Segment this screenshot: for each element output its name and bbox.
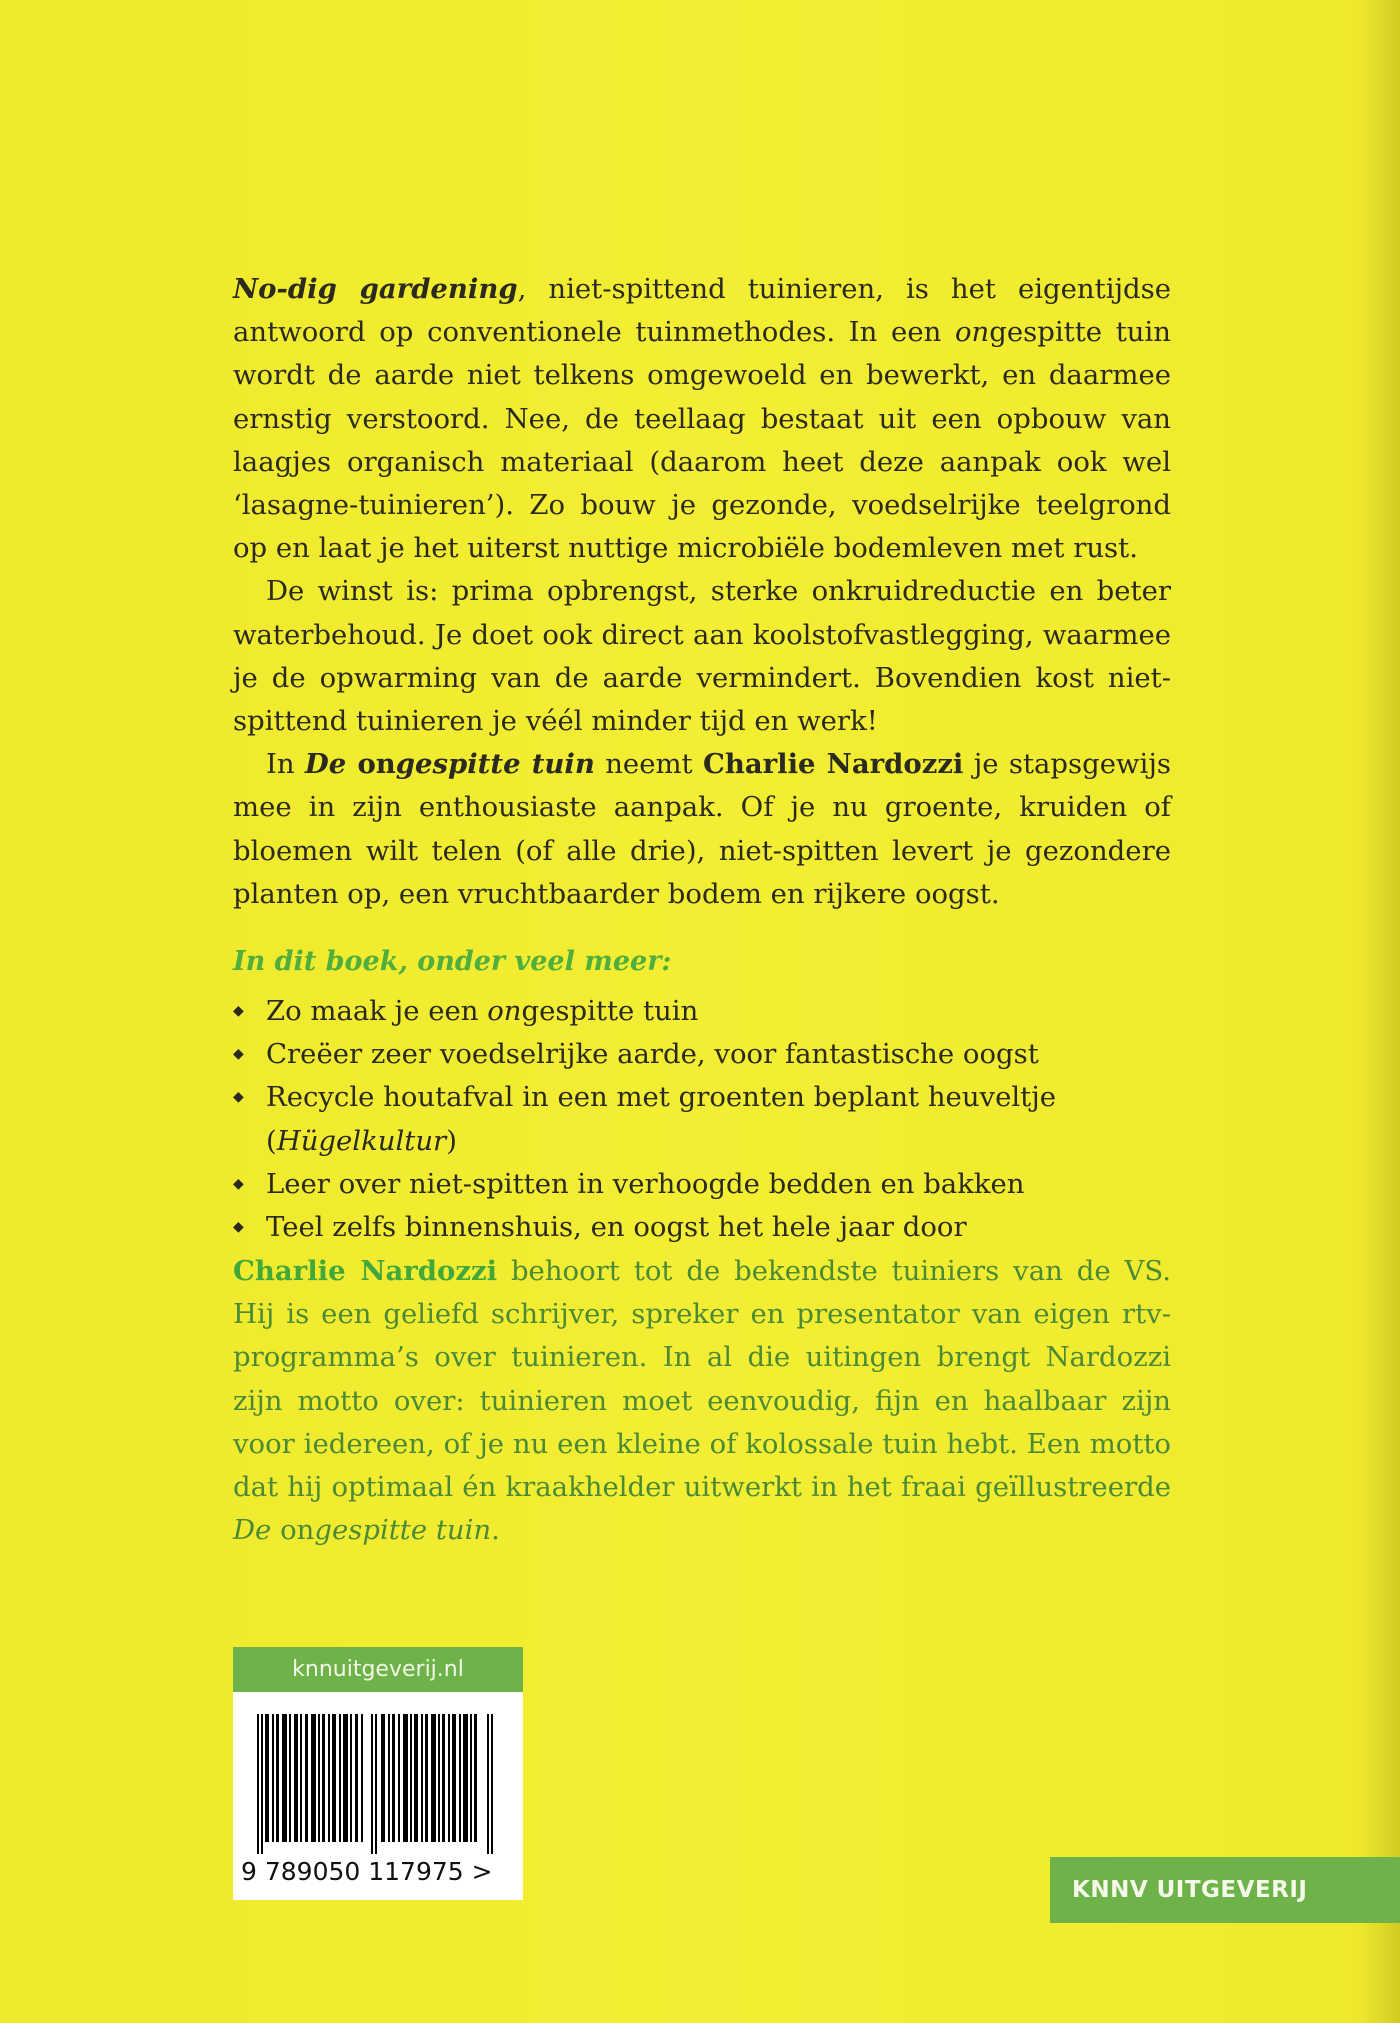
bio-book-title: De ongespitte tuin	[233, 1514, 492, 1547]
author-name-inline: Charlie Nardozzi	[702, 748, 964, 781]
blurb-paragraph-3: In De ongespitte tuin neemt Charlie Nardozzi je stapsgewijs mee in zijn enthousiaste aanpak. Of je nu groente, kruiden of bloemen wilt telen (of alle drie), niet-spitten levert je gezondere planten op, een vruchtbaarder bodem en rijkere oogst.	[233, 748, 1171, 910]
barcode-bars	[255, 1714, 503, 1854]
publisher-logo: KNNV UITGEVERIJ	[1050, 1857, 1400, 1923]
list-item: ◆ Leer over niet-spitten in verhoogde bedden en bakken	[233, 1163, 1173, 1206]
list-item: ◆ Teel zelfs binnenshuis, en oogst het hele jaar door	[233, 1206, 1173, 1249]
features-list	[233, 990, 1173, 1249]
bio-author-name: Charlie Nardozzi	[233, 1255, 498, 1287]
book-title-inline: De ongespitte tuin	[304, 748, 595, 781]
author-bio: Charlie Nardozzi behoort tot de bekendste tuiniers van de VS. Hij is een geliefd schrijver, spreker en presentator van eigen rtv-programma’s over tuinieren. In al die uitingen brengt Nardozzi zijn motto over: tuinieren moet eenvoudig, fijn en haalbaar zijn voor iedereen, of je nu een kleine of kolossale tuin hebt. Een motto dat hij optimaal én kraakhelder uitwerkt in het fraai geïllustreerde De ongespitte tuin.	[233, 1255, 1171, 1547]
publisher-url[interactable]: knnuitgeverij.nl	[233, 1647, 523, 1692]
isbn-barcode	[233, 1692, 523, 1900]
blurb-paragraph-1: No-dig gardening, niet-spittend tuinieren, is het eigentijdse antwoord op conventionele tuinmethodes. In een ongespitte tuin wordt de aarde niet telkens omgewoeld en bewerkt, en daarmee ernstig verstoord. Nee, de teellaag bestaat uit een opbouw van laagjes organisch materiaal (daarom heet deze aanpak ook wel ‘lasagne-tuinieren’). Zo bouw je gezonde, voedselrijke teelgrond op en laat je het uiterst nuttige microbiële bodemleven met rust.	[233, 273, 1172, 565]
blurb-text	[233, 268, 1171, 916]
bullet-icon: ◆	[233, 1219, 244, 1236]
isbn-number: 9 789050 117975 >	[241, 1857, 493, 1886]
bullet-icon: ◆	[233, 1046, 244, 1063]
list-item: ◆ Creëer zeer voedselrijke aarde, voor fantastische oogst	[233, 1033, 1173, 1076]
blurb-paragraph-2: De winst is: prima opbrengst, sterke onkruidreductie en beter waterbehoud. Je doet ook direct aan koolstofvastlegging, waarmee je de opwarming van de aarde vermindert. Bovendien kost niet-spittend tuinieren je véél minder tijd en werk!	[233, 575, 1171, 738]
list-item: ◆ Recycle houtafval in een met groenten beplant heuveltje (Hügelkultur)	[233, 1076, 1173, 1162]
bullet-icon: ◆	[233, 1175, 244, 1192]
no-dig-title: No-dig gardening	[233, 273, 518, 305]
bullet-icon: ◆	[233, 1089, 244, 1106]
list-item: ◆ Zo maak je een ongespitte tuin	[233, 990, 1173, 1033]
bullet-icon: ◆	[233, 1003, 244, 1019]
features-heading: In dit boek, onder veel meer:	[233, 946, 672, 977]
cover-edge-shadow	[1362, 0, 1400, 2023]
